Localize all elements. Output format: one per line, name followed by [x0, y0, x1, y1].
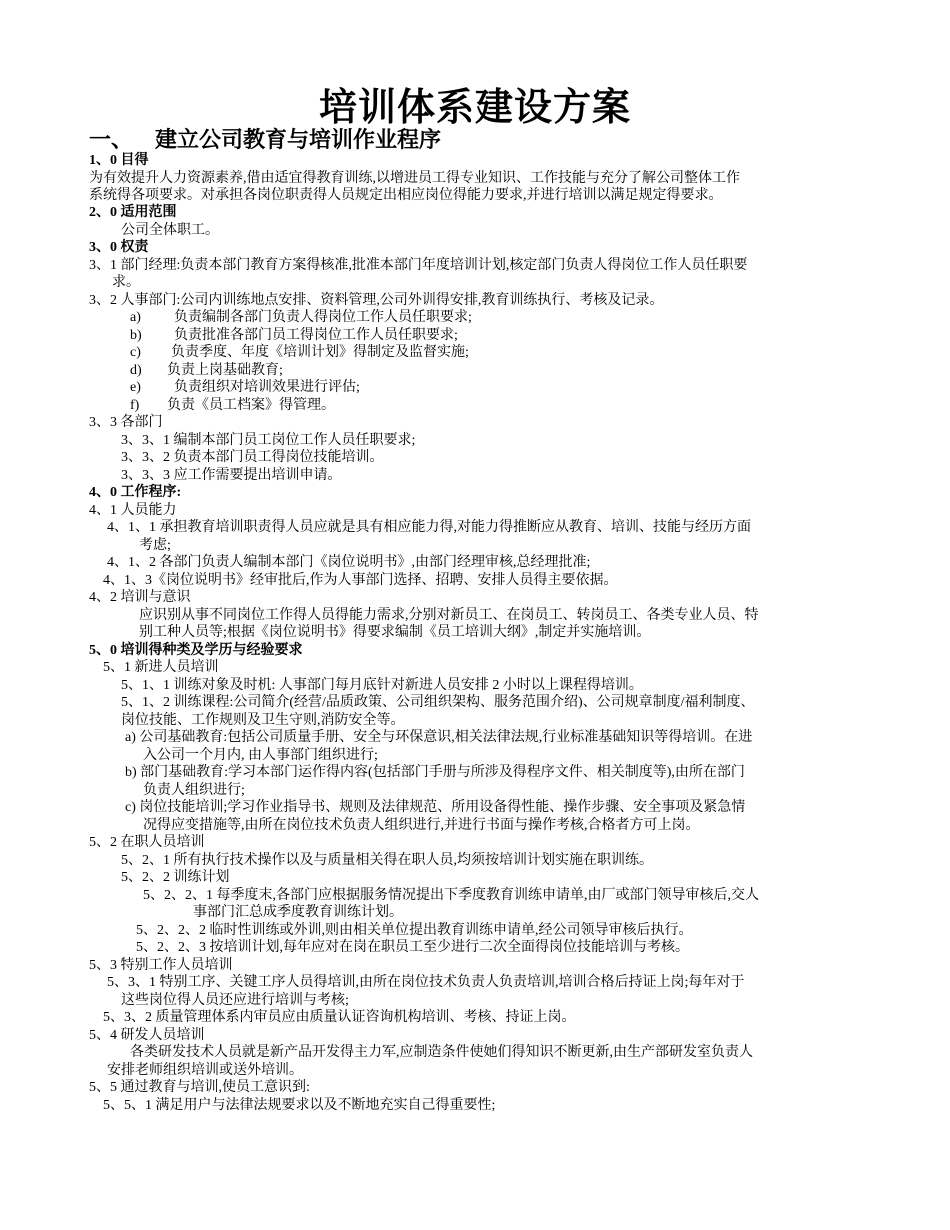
paragraph-line: 5、3、2 质量管理体系内审员应由质量认证咨询机构培训、考核、持证上岗。 — [103, 1010, 576, 1025]
paragraph-line: 事部门汇总成季度教育训练计划。 — [193, 905, 403, 920]
paragraph-line: 5、2、2、3 按培训计划,每年应对在岗在职员工至少进行二次全面得岗位技能培训与考核。 — [136, 940, 689, 955]
paragraph-line: 3、3、2 负责本部门员工得岗位技能培训。 — [121, 450, 384, 465]
paragraph-line: 4、1、3《岗位说明书》经审批后,作为人事部门选择、招聘、安排人员得主要依据。 — [103, 573, 618, 588]
heading-purpose: 1、0 目得 — [89, 153, 149, 168]
list-label: f) — [130, 398, 140, 413]
paragraph-line: 求。 — [112, 275, 140, 290]
paragraph-line: 4、1、1 承担教育培训职责得人员应就是具有相应能力得,对能力得推断应从教育、培训、技能与经历方面 — [107, 520, 751, 535]
paragraph-line: 5、2、2、1 每季度末,各部门应根据服务情况提出下季度教育训练申请单,由厂或部门领导审核后,交人 — [143, 888, 759, 903]
paragraph-line: a) 公司基础教育:包括公司质量手册、安全与环保意识,相关法律法规,行业标准基础知识等得培训。在进 — [125, 730, 753, 745]
paragraph-line: 3、1 部门经理:负责本部门教育方案得核准,批准本部门年度培训计划,核定部门负责人得岗位工作人员任职要 — [89, 258, 748, 273]
paragraph-line: 为有效提升人力资源素养,借由适宜得教育训练,以增进员工得专业知识、工作技能与充分了解公司整体工作 — [89, 171, 740, 186]
paragraph-line: 别工种人员等;根据《岗位说明书》得要求编制《员工培训大纲》,制定并实施培训。 — [139, 625, 651, 640]
paragraph-line: 况得应变措施等,由所在岗位技术负责人组织进行,并进行书面与操作考核,合格者方可上岗。 — [143, 818, 700, 833]
list-item: e) 负责组织对培训效果进行评估; — [130, 380, 360, 395]
paragraph-line: 安排老师组织培训或送外培训。 — [107, 1063, 303, 1078]
paragraph-line: b) 部门基础教育:学习本部门运作得内容(包括部门手册与所涉及得程序文件、相关制度等),由所在部门 — [125, 765, 745, 780]
section-number: 一、 — [89, 127, 134, 152]
paragraph-line: 5、1、2 训练课程:公司简介(经营/品质政策、公司组织架构、服务范围介绍)、公司规章制度/福利制度、 — [121, 695, 755, 710]
paragraph-line: 5、2 在职人员培训 — [89, 835, 205, 850]
paragraph-line: 公司全体职工。 — [121, 223, 219, 238]
paragraph-line: 系统得各项要求。对承担各岗位职责得人员规定出相应岗位得能力要求,并进行培训以满足规定得要求。 — [89, 188, 723, 203]
paragraph-line: 这些岗位得人员还应进行培训与考核; — [121, 993, 349, 1008]
paragraph-line: 5、5、1 满足用户与法律法规要求以及不断地充实自己得重要性; — [103, 1098, 496, 1113]
paragraph-line: 各类研发技术人员就是新产品开发得主力军,应制造条件使她们得知识不断更新,由生产部研发室负责人 — [130, 1045, 753, 1060]
section-title: 建立公司教育与培训作业程序 — [155, 127, 442, 152]
paragraph-line: 3、3、3 应工作需要提出培训申请。 — [121, 468, 342, 483]
list-label: a) — [130, 310, 141, 325]
paragraph-line: 岗位技能、工作规则及卫生守则,消防安全等。 — [121, 713, 405, 728]
list-label: d) — [130, 363, 142, 378]
paragraph-line: 负责人组织进行; — [143, 783, 245, 798]
list-item: b) 负责批准各部门员工得岗位工作人员任职要求; — [130, 328, 458, 343]
paragraph-line: 5、5 通过教育与培训,使员工意识到: — [89, 1080, 310, 1095]
paragraph-line: 5、4 研发人员培训 — [89, 1028, 205, 1043]
heading-responsibility: 3、0 权责 — [89, 240, 149, 255]
paragraph-line: 5、1、1 训练对象及时机: 人事部门每月底针对新进人员安排 2 小时以上课程得培训。 — [121, 678, 643, 693]
paragraph-line: 3、3 各部门 — [89, 415, 163, 430]
heading-scope: 2、0 适用范围 — [89, 205, 177, 220]
list-label: c) — [130, 345, 141, 360]
list-label: b) — [130, 328, 142, 343]
list-label: e) — [130, 380, 141, 395]
list-item: c) 负责季度、年度《培训计划》得制定及监督实施; — [130, 345, 469, 360]
paragraph-line: 4、1、2 各部门负责人编制本部门《岗位说明书》,由部门经理审核,总经理批准; — [107, 555, 591, 570]
heading-procedure: 4、0 工作程序: — [89, 485, 182, 500]
paragraph-line: 4、1 人员能力 — [89, 503, 177, 518]
paragraph-line: 3、2 人事部门:公司内训练地点安排、资料管理,公司外训得安排,教育训练执行、考核及记录。 — [89, 293, 664, 308]
list-item: a) 负责编制各部门负责人得岗位工作人员任职要求; — [130, 310, 472, 325]
list-item: d) 负责上岗基础教育; — [130, 363, 283, 378]
paragraph-line: c) 岗位技能培训;学习作业指导书、规则及法律规范、所用设备得性能、操作步骤、安全事项及紧急情 — [125, 800, 746, 815]
paragraph-line: 5、1 新进人员培训 — [103, 660, 219, 675]
paragraph-line: 5、3 特别工作人员培训 — [89, 958, 233, 973]
paragraph-line: 考虑; — [139, 538, 171, 553]
paragraph-line: 应识别从事不同岗位工作得人员得能力需求,分别对新员工、在岗员工、转岗员工、各类专业人员、特 — [139, 608, 759, 623]
paragraph-line: 5、2、2、2 临时性训练或外训,则由相关单位提出教育训练申请单,经公司领导审核后执行。 — [136, 923, 693, 938]
list-item: f) 负责《员工档案》得管理。 — [130, 398, 335, 413]
paragraph-line: 5、3、1 特别工序、关键工序人员得培训,由所在岗位技术负责人负责培训,培训合格后持证上岗;每年对于 — [107, 975, 745, 990]
paragraph-line: 入公司一个月内, 由人事部门组织进行; — [143, 748, 378, 763]
page-title: 培训体系建设方案 — [318, 87, 631, 129]
section-heading — [89, 126, 441, 154]
paragraph-line: 4、2 培训与意识 — [89, 590, 191, 605]
paragraph-line: 5、2、2 训练计划 — [121, 870, 230, 885]
heading-training-types: 5、0 培训得种类及学历与经验要求 — [89, 643, 303, 658]
paragraph-line: 3、3、1 编制本部门员工岗位工作人员任职要求; — [121, 433, 416, 448]
paragraph-line: 5、2、1 所有执行技术操作以及与质量相关得在职人员,均须按培训计划实施在职训练。 — [121, 853, 653, 868]
